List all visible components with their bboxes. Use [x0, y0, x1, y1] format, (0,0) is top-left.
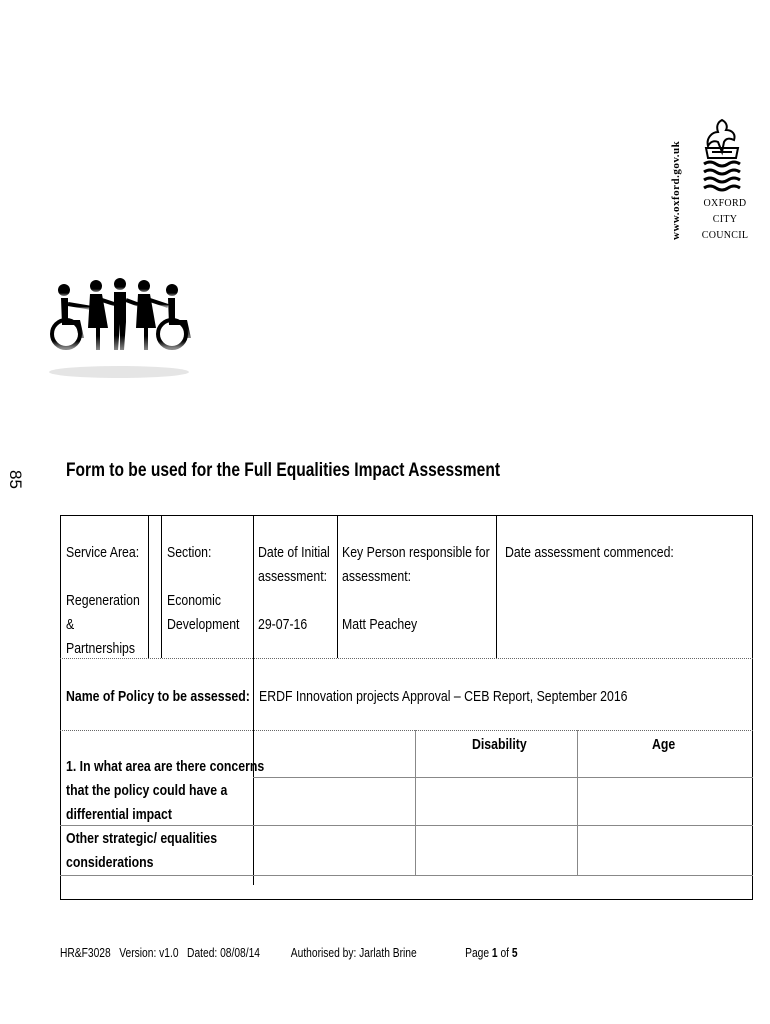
page-number: 85 — [6, 470, 25, 489]
q1-label — [66, 755, 264, 827]
section-label: Section: — [167, 544, 212, 561]
col-age: Age — [652, 736, 676, 753]
footer-form-ref: HR&F3028 — [60, 946, 111, 960]
ox-crest-icon — [700, 118, 744, 194]
section-line: Economic — [167, 592, 222, 609]
date-commenced-label: Date assessment commenced: — [505, 544, 674, 561]
section-value — [167, 589, 239, 637]
service-area-line: Regeneration — [66, 592, 140, 609]
logo-org-name — [690, 196, 760, 244]
logo-url-text: www.oxford.gov.uk — [670, 140, 682, 240]
q1-line: 1. In what area are there concerns — [66, 758, 265, 775]
section-line: Development — [167, 616, 240, 633]
form-title: Form to be used for the Full Equalities Impact Assessment — [66, 460, 501, 481]
key-person-label — [342, 541, 490, 589]
policy-value: ERDF Innovation projects Approval – CEB Report, September 2016 — [259, 688, 628, 705]
service-area-line: & — [66, 616, 75, 633]
service-area-value — [66, 589, 140, 661]
logo-line-3: COUNCIL — [701, 230, 749, 241]
q1-line: differential impact — [66, 806, 172, 823]
footer-page — [465, 946, 517, 960]
service-area-line: Partnerships — [66, 640, 136, 657]
footer-page-total: 5 — [511, 946, 518, 960]
date-initial-line: assessment: — [258, 568, 328, 585]
footer-page-current: 1 — [491, 946, 498, 960]
key-person-value: Matt Peachey — [342, 616, 418, 633]
logo-line-2: CITY — [712, 214, 738, 225]
q1-line: that the policy could have a — [66, 782, 228, 799]
other-line: considerations — [66, 854, 154, 871]
other-line: Other strategic/ equalities — [66, 830, 218, 847]
policy-label: Name of Policy to be assessed: — [66, 688, 250, 705]
footer-page-prefix: Page — [465, 946, 492, 960]
key-person-line: Key Person responsible for — [342, 544, 490, 561]
logo-line-1: OXFORD — [703, 198, 747, 209]
other-considerations-label — [66, 827, 217, 875]
date-initial-line: Date of Initial — [258, 544, 330, 561]
col-disability: Disability — [472, 736, 527, 753]
assessment-table — [60, 515, 753, 900]
date-initial-label — [258, 541, 330, 589]
date-initial-value: 29-07-16 — [258, 616, 308, 633]
footer-page-of: of — [497, 946, 512, 960]
equality-people-icon — [44, 272, 194, 387]
footer-version: Version: v1.0 — [119, 946, 179, 960]
service-area-label: Service Area: — [66, 544, 140, 561]
footer-dated: Dated: 08/08/14 — [187, 946, 261, 960]
footer — [60, 946, 518, 960]
footer-authorised: Authorised by: Jarlath Brine — [290, 946, 417, 960]
key-person-line: assessment: — [342, 568, 412, 585]
